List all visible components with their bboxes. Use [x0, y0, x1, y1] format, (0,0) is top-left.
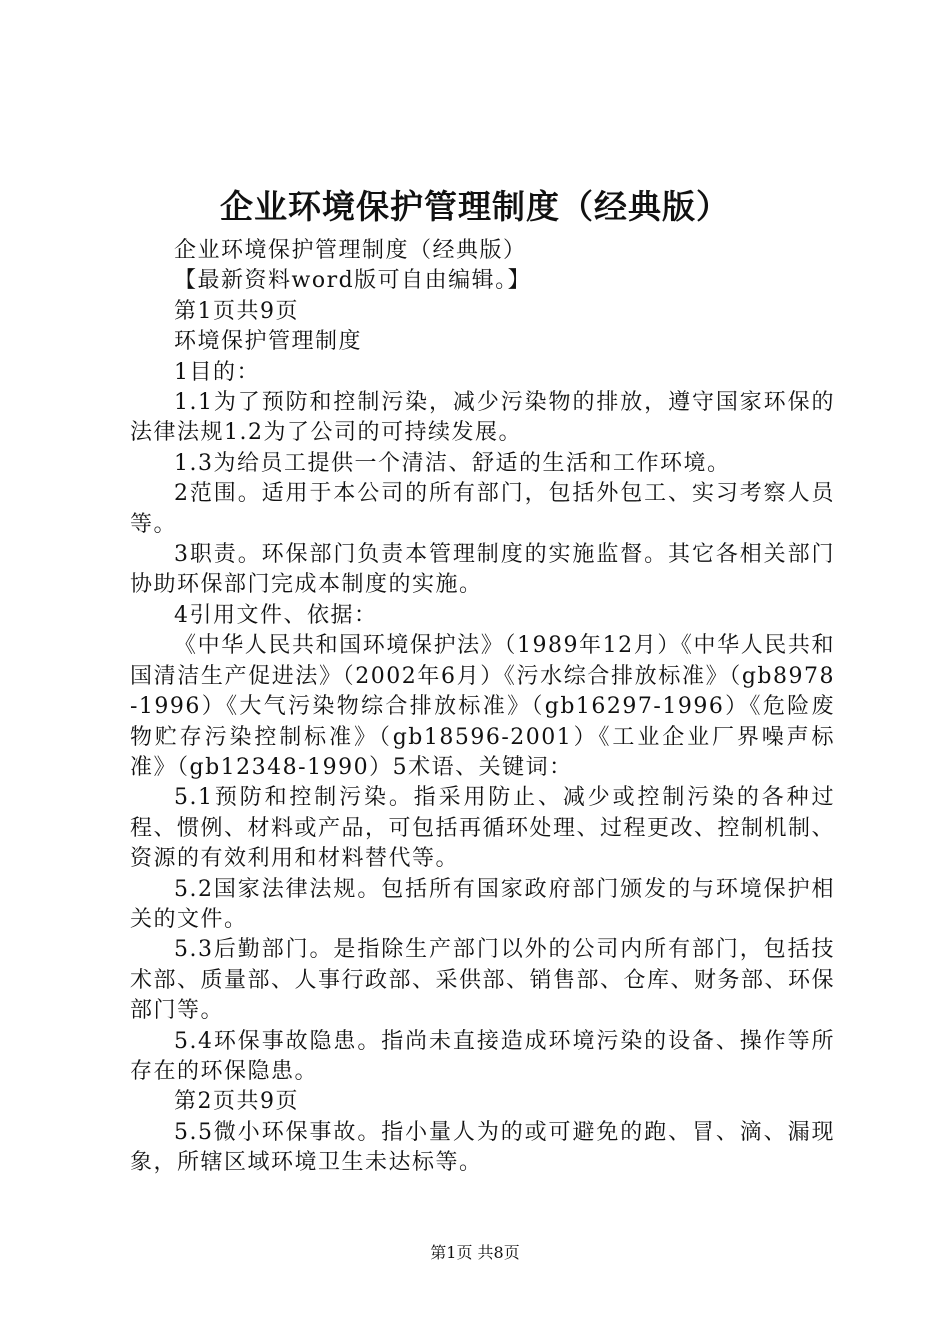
paragraph: 5.3后勤部门。是指除生产部门以外的公司内所有部门，包括技术部、质量部、人事行政部、采供部、销售部、仓库、财务部、环保部门等。 — [130, 937, 836, 1024]
paragraph: 《中华人民共和国环境保护法》（1989年12月）《中华人民共和国清洁生产促进法》（2002年6月）《污水综合排放标准》（gb8978-1996）《大气污染物综合排放标准》（gb16297-1996）《危险废物贮存污染控制标准》（gb18596-2001）《工业企业厂界噪声标准》（gb12348-1990）5术语、关键词： — [130, 633, 835, 780]
paragraph: 4引用文件、依据： — [174, 602, 378, 628]
paragraph: 环境保护管理制度 — [174, 329, 363, 355]
document-title: 企业环境保护管理制度（经典版） — [220, 187, 730, 226]
paragraph: 5.2国家法律法规。包括所有国家政府部门颁发的与环境保护相关的文件。 — [130, 876, 835, 932]
paragraph: 第1页共9页 — [174, 298, 299, 324]
paragraph: 1目的： — [174, 359, 260, 385]
paragraph: 【最新资料word版可自由编辑。】 — [174, 268, 532, 294]
paragraph: 1.3为给员工提供一个清洁、舒适的生活和工作环境。 — [174, 450, 731, 476]
document-body — [130, 236, 835, 1179]
paragraph: 3职责。环保部门负责本管理制度的实施监督。其它各相关部门协助环保部门完成本制度的实施。 — [130, 542, 835, 598]
page-footer: 第1页 共8页 — [430, 1243, 520, 1262]
paragraph: 5.5微小环保事故。指小量人为的或可避免的跑、冒、滴、漏现象，所辖区域环境卫生未达标等。 — [130, 1119, 835, 1176]
paragraph: 企业环境保护管理制度（经典版） — [174, 238, 527, 263]
paragraph: 2范围。适用于本公司的所有部门，包括外包工、实习考察人员等。 — [130, 481, 835, 537]
paragraph: 1.1为了预防和控制污染，减少污染物的排放，遵守国家环保的法律法规1.2为了公司的可持续发展。 — [130, 390, 835, 446]
paragraph: 5.4环保事故隐患。指尚未直接造成环境污染的设备、操作等所存在的环保隐患。 — [130, 1028, 835, 1084]
paragraph: 5.1预防和控制污染。指采用防止、减少或控制污染的各种过程、惯例、材料或产品，可包括再循环处理、过程更改、控制机制、资源的有效利用和材料替代等。 — [130, 785, 836, 872]
paragraph: 第2页共9页 — [174, 1089, 299, 1115]
